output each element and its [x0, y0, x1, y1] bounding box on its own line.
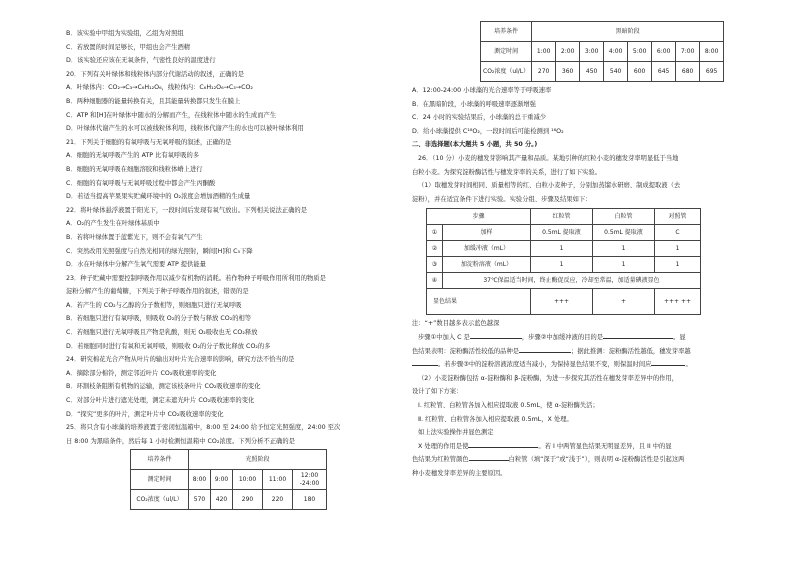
text-line: D．若细胞同时进行有氧和无氧呼吸，则吸收 O₂的分子数比释放 CO₂的多 — [66, 342, 271, 350]
time-label: 测定时间 — [131, 470, 189, 490]
text-line: B．两种细胞器的能量转换有关，且其能量转换都只发生在膜上 — [66, 97, 241, 105]
answer-blank[interactable] — [651, 358, 685, 366]
answer-blank[interactable] — [519, 345, 571, 353]
table-cell: 1 — [593, 257, 655, 273]
table-header-cell: 对照管 — [655, 209, 701, 225]
answer-blank[interactable] — [470, 331, 522, 339]
table-cell: 1 — [655, 257, 701, 273]
table-cell: 0.5mL 提取液 — [531, 225, 593, 241]
step-number: ④ — [427, 273, 443, 289]
co2-cell: 180 — [293, 490, 327, 510]
co2-cell: 540 — [604, 62, 628, 82]
text-line: C．24 小时的实验结果后，小球藻的总干重减少 — [412, 114, 547, 122]
text-line: 21．下列关于细胞的有氧呼吸与无氧呼吸的叙述，正确的是 — [66, 138, 232, 146]
text-line: 淀粉），并在适宜条件下进行实验。实验分组、步骤及结果如下： — [412, 195, 592, 203]
text: Ⅰ. 红粒管、白粒管各加入相应提取液 0.5mL，使 α-淀粉酶失活； — [418, 401, 599, 409]
time-label: 测定时间 — [481, 42, 532, 62]
table-cell: C — [655, 225, 701, 241]
text: 白粒管（填“深于”或“浅于”），则表明 α-淀粉酶活性是引起这两 — [508, 456, 685, 464]
right-column — [412, 21, 757, 480]
text-line: C．若细胞只进行无氧呼吸且产物是乳酸，则无 O₂吸收也无 CO₂释放 — [66, 329, 258, 337]
result-cell: +++ — [531, 289, 593, 315]
time-cell: 3:00 — [580, 42, 604, 62]
text-line: 26．（10 分）小麦的穗发芽影响其产量和品质。某地引种的红粒小麦的穗发芽率明显低于当地 — [418, 154, 679, 162]
text-line: B．若细胞只进行有氧呼吸，则吸收 O₂的分子数与释放 CO₂的相等 — [66, 315, 252, 323]
q26-intro — [412, 152, 757, 206]
step-name: 加缓冲液（mL） — [443, 241, 531, 257]
co2-cell: 270 — [532, 62, 556, 82]
co2-label: CO₂浓度（ul/L） — [481, 62, 532, 82]
step-question — [412, 331, 757, 372]
table-header-cell: 步骤 — [427, 209, 531, 225]
step-name: 加淀粉溶液（mL） — [443, 257, 531, 273]
co2-cell: 645 — [652, 62, 676, 82]
text-line: B．该实验中甲组为实验组，乙组为对照组 — [66, 30, 184, 37]
text: 。 — [685, 361, 692, 369]
step-description: 37℃保温适当时间，终止酶促反应，冷却至常温，加适量碘液显色 — [443, 273, 701, 289]
text-line: A．12:00-24:00 小球藻的光合速率等于呼吸速率 — [412, 87, 552, 94]
table-header-cell: 培养条件 — [131, 450, 189, 470]
table-header-cell: 培养条件 — [481, 22, 532, 42]
answer-blank[interactable] — [469, 453, 509, 461]
text-line: A．细胞的无氧呼吸产生的 ATP 比有氧呼吸的多 — [66, 152, 200, 160]
time-cell: 12:00 -24:00 — [293, 470, 327, 490]
text: 。若 I 中两管显色结果无明显差异，且 II 中的显 — [538, 442, 672, 450]
text-line: B．细胞的无氧呼吸在细胞溶胶和线粒体嵴上进行 — [66, 165, 203, 173]
text-line: D．该实验还应该在无氧条件，气密性良好的温度进行 — [66, 57, 216, 65]
text-line: D．“探究”更多的叶片，测定叶片中 CO₂吸收速率的变化 — [66, 410, 224, 418]
text-line: A．叶绿体内：CO₂→C₃→C₆H₁₂O₆，线粒体内：C₆H₁₂O₆→C₃→CO₂ — [66, 84, 253, 92]
q26-part2 — [412, 372, 757, 481]
table-note: 注：“+”数目越多表示蓝色越深 — [412, 320, 500, 328]
table-header-cell: 光照阶段 — [189, 450, 327, 470]
text-line: A．摘除部分棉铃，测定邻近叶片 CO₂吸收速率的变化 — [66, 369, 217, 377]
experiment-table — [426, 208, 701, 315]
text: 种小麦穗发芽率差异的主要原因。 — [412, 469, 507, 477]
text: X 处理的作用是使 — [418, 442, 469, 450]
light-stage-table — [130, 449, 327, 510]
time-cell: 7:00 — [676, 42, 700, 62]
text: 步骤①中加入 C 是 — [418, 333, 470, 341]
text-line: C．ATP 和[H]在叶绿体中随水的分解而产生，在线粒体中随水的生成而产生 — [66, 111, 277, 119]
text-line: D．给小球藻提供 C¹⁸O₂，一段时间后可能检测到 ¹⁸O₂ — [412, 127, 564, 135]
result-cell: +++ ++ — [655, 289, 701, 315]
text-line: （1）取穗发芽时间相同、质量相等的红、白粒小麦种子，分别加蒸馏水研磨、制成提取液（去 — [418, 182, 681, 190]
time-cell: 5:00 — [628, 42, 652, 62]
step-number: ③ — [427, 257, 443, 273]
time-cell: 4:00 — [604, 42, 628, 62]
answer-blank[interactable] — [468, 440, 538, 448]
result-cell: + — [593, 289, 655, 315]
left-column — [66, 27, 406, 510]
co2-cell: 600 — [628, 62, 652, 82]
dark-stage-table — [480, 21, 724, 82]
text: 。若步骤③中的淀粉溶液浓度适当减小，为保持显色结果不变，则保温时间应 — [438, 361, 652, 369]
text: 。显 — [673, 333, 686, 341]
text-line: 22．将叶绿体悬浮液置于阳光下，一段时间后发现有氧气放出。下列相关说法正确的是 — [66, 206, 307, 214]
text-line: 23．种子贮藏中需要控制呼吸作用以减少有机物的消耗。若作物种子呼吸作用所利用的物质是 — [66, 274, 326, 282]
table-cell: 1 — [531, 257, 593, 273]
text-line: B．若将叶绿体置于蓝紫光下，则不会有氧气产生 — [66, 233, 203, 241]
text-line: A．若产生的 CO₂与乙醇的分子数相等，则细胞只进行无氧呼吸 — [66, 301, 242, 309]
time-cell: 10:00 — [233, 470, 263, 490]
text-line: D．叶绿体代谢产生的水可以被线粒体利用，线粒体代谢产生的水也可以被叶绿体利用 — [66, 125, 304, 133]
text: Ⅱ. 红粒管、白粒管各加入相应提取液 0.5mL，X 处理。 — [418, 415, 573, 423]
result-label: 显色结果 — [427, 289, 531, 315]
time-cell: 1:00 — [532, 42, 556, 62]
table-header-cell: 白粒管 — [593, 209, 655, 225]
co2-cell: 420 — [211, 490, 233, 510]
answer-blank[interactable] — [603, 331, 673, 339]
text: 色结果表明：淀粉酶活性较低的品种是 — [412, 347, 520, 355]
co2-cell: 290 — [233, 490, 263, 510]
text: ，步骤②中加缓冲液的目的是 — [521, 333, 604, 341]
text: 设计了如下方案： — [412, 388, 463, 396]
text-line: C．突然改用光照强度与自然光相同的绿光照射，瞬间[H]和 C₅下降 — [66, 247, 253, 255]
text-line: B．环割枝条阻断有机物的运输，测定该枝条叶片 CO₂吸收速率的变化 — [66, 383, 261, 391]
q25-options — [412, 84, 757, 138]
text-line: D．水在叶绿体中分解产生氧气需要 ATP 提供能量 — [66, 261, 206, 269]
step-name: 加样 — [443, 225, 531, 241]
text-line: C．细胞的有氧呼吸与无氧呼吸过程中都会产生丙酮酸 — [66, 179, 216, 187]
text-line: 白粒小麦。为探究淀粉酶活性与穗发芽率的关系，进行了如下实验。 — [412, 168, 601, 176]
co2-cell: 570 — [189, 490, 211, 510]
text: 如上法实验操作并显色测定 — [418, 429, 494, 437]
table-cell: 1 — [593, 241, 655, 257]
co2-cell: 220 — [263, 490, 293, 510]
text: ；据此推测：淀粉酶活性越低，穗发芽率越 — [571, 347, 691, 355]
text-line: 淀粉分解产生的葡萄糖，下列关于种子呼吸作用的叙述，错误的是 — [66, 288, 249, 296]
text-line: C．对部分叶片进行遮光处理，测定未遮光叶片 CO₂吸收速率的变化 — [66, 397, 255, 405]
co2-label: CO₂浓度（ul/L） — [131, 490, 189, 510]
co2-cell: 450 — [580, 62, 604, 82]
table-cell: 0.5mL 提取液 — [593, 225, 655, 241]
left-question-lines — [66, 27, 406, 448]
text-line: 20．下列有关叶绿体和线粒体内部分代谢活动的叙述，正确的是 — [66, 70, 245, 78]
table-cell: 1 — [531, 241, 593, 257]
step-number: ② — [427, 241, 443, 257]
time-cell: 6:00 — [652, 42, 676, 62]
text-line: B．在黑暗阶段，小球藻的呼吸速率逐渐增强 — [412, 100, 536, 108]
text-line: 24．研究棉花光合产物从叶片的输出对叶片光合速率的影响，研究方法不恰当的是 — [66, 356, 295, 364]
time-cell: 2:00 — [556, 42, 580, 62]
text-line: A．O₂的产生发生在叶绿体基质中 — [66, 220, 160, 228]
table-cell: 1 — [655, 241, 701, 257]
text-line: 日 8:00 为黑暗条件，然后每 1 小时检测恒温箱中 CO₂浓度。下列分析不正确的是 — [66, 437, 295, 445]
time-cell: 11:00 — [263, 470, 293, 490]
time-cell: 8:00 — [189, 470, 211, 490]
text-line: D．若适当提高苹果果实贮藏环境中的 O₂浓度会增加酒精的生成量 — [66, 193, 251, 201]
co2-cell: 695 — [700, 62, 724, 82]
text-line: C．若放置的时间足够长，甲组也会产生酒精 — [66, 43, 191, 51]
text: 色结果为红粒管颜色 — [412, 456, 469, 464]
text: （2）小麦淀粉酶包括 α-淀粉酶和 β-淀粉酶，为进一步探究其活性在穗发芽率差异中的作用， — [418, 374, 679, 382]
answer-blank[interactable] — [412, 358, 438, 366]
co2-cell: 360 — [556, 62, 580, 82]
co2-cell: 680 — [676, 62, 700, 82]
table-header-cell: 黑暗阶段 — [532, 22, 724, 42]
time-cell: 9:00 — [211, 470, 233, 490]
time-cell: 8:00 — [700, 42, 724, 62]
table-header-cell: 红粒管 — [531, 209, 593, 225]
text-line: 25．将只含有小球藻的培养液置于密闭恒温箱中，8:00 至 24:00 给予恒定光照强度，24:00 至次 — [66, 424, 341, 432]
step-number: ① — [427, 225, 443, 241]
section-title: 二、非选择题(本大题共 5 小题，共 50 分。) — [412, 141, 538, 149]
